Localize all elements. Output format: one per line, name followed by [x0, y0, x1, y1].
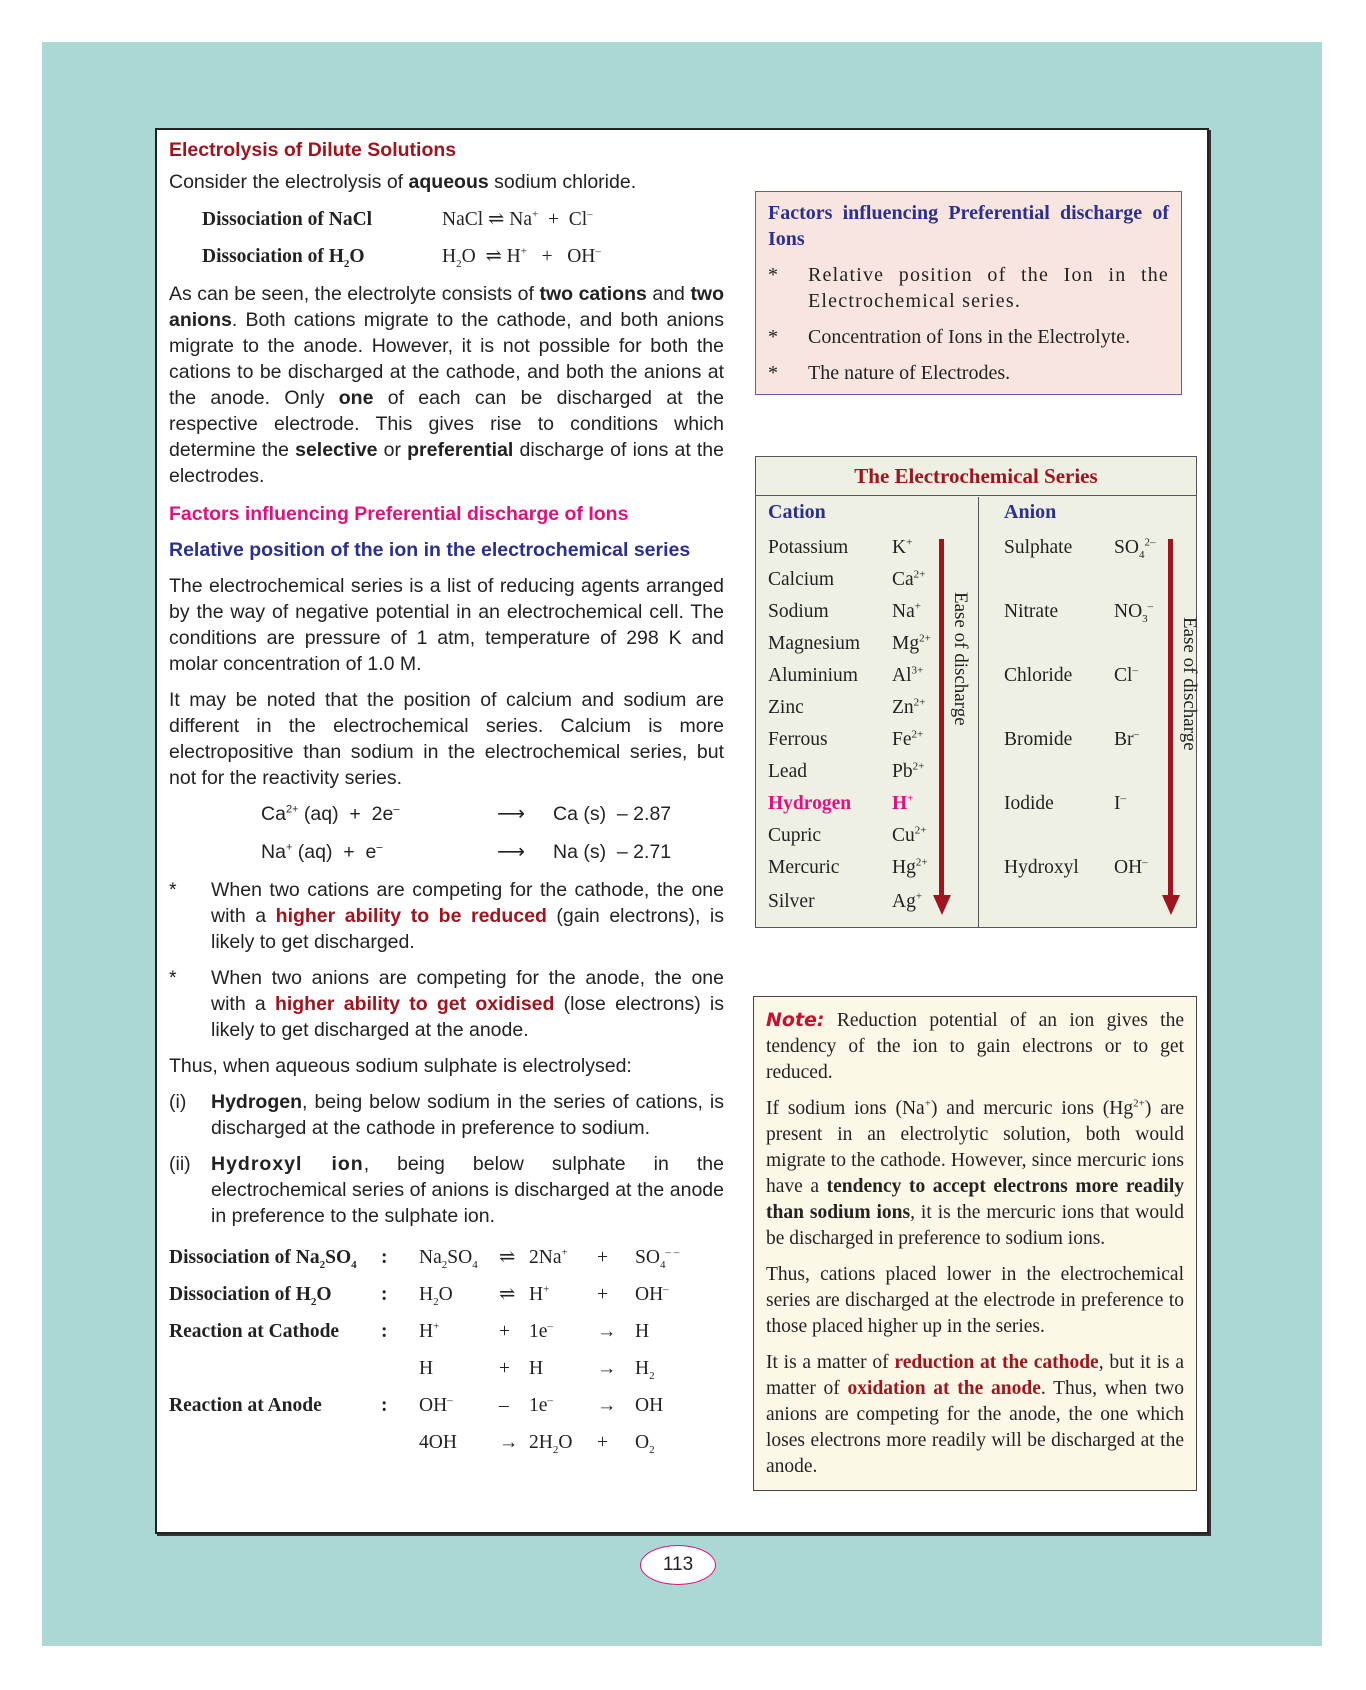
calcium-equation: $Ca^{2+}$ (aq) + 2e– ⟶ Ca (s) – 2.87 [261, 803, 672, 825]
equilibrium-arrow-icon: ⇌ [499, 1283, 516, 1305]
reaction-row: 4OH → $2H_2O$ + $O_2$ [169, 1424, 679, 1461]
arrow-icon: ⟶ [497, 803, 525, 825]
cation-row: Magnesium $Mg^{2+}$ [768, 632, 931, 654]
ease-of-discharge-label: Ease of discharge [950, 592, 971, 726]
series-title: The Electrochemical Series [756, 457, 1196, 496]
cation-row: Lead $Pb^{2+}$ [768, 760, 925, 782]
asterisk-bullet-icon: * [768, 362, 778, 384]
reaction-row: Dissociation of $Na_2SO_4$ : $Na_2SO_4$ ⇌ 2Na+ + $SO_4^{- -}$ [169, 1239, 679, 1276]
intro-paragraph: Consider the electrolysis of aqueous sodium chloride. [169, 171, 637, 193]
h2o-equation-body: $H_2O$ ⇌ H+ + OH– [442, 245, 601, 270]
cation-row: Calcium $Ca^{2+}$ [768, 568, 926, 590]
sodium-equation: Na+ (aq) + e– ⟶ Na (s) – 2.71 [261, 841, 672, 863]
equilibrium-arrow-icon: ⇌ [499, 1246, 516, 1268]
item-hydrogen: (i) Hydrogen, being below sodium in the series of cations, is discharged at the cathode in preference to sodium. [169, 1091, 724, 1139]
cation-header: Cation [768, 501, 826, 523]
note-label: Note: [766, 1009, 825, 1031]
cation-row: Zinc $Zn^{2+}$ [768, 696, 926, 718]
nacl-equation: Dissociation of NaCl NaCl ⇌ Na+ + Cl– [202, 201, 601, 238]
cation-row: Silver Ag+ [768, 890, 923, 912]
anion-row: Bromide Br– [1004, 728, 1139, 750]
paragraph-calcium-sodium: It may be noted that the position of calcium and sodium are different in the electrochemical series. Calcium is more electropositive than sodium in the electrochemical series, but not for the reactivity series. [169, 689, 724, 789]
subheading-relative-position: Relative position of the ion in the electrochemical series [169, 539, 691, 561]
reaction-table [169, 1239, 679, 1461]
cation-row: Ferrous $Fe^{2+}$ [768, 728, 924, 750]
arrow-icon: → [499, 1431, 519, 1453]
cation-row-hydrogen: Hydrogen H+ [768, 792, 914, 814]
equilibrium-arrow-icon: ⇌ [488, 208, 505, 230]
cation-row: Cupric $Cu^{2+}$ [768, 824, 927, 846]
down-arrow-icon [939, 539, 944, 899]
reaction-row: H + H → $H_2$ [169, 1350, 679, 1387]
anion-row: Nitrate $NO_3^-$ [1004, 600, 1154, 625]
anion-header: Anion [1004, 501, 1057, 523]
factor-item: * The nature of Electrodes. [768, 362, 1011, 384]
anion-column [980, 497, 1200, 927]
reaction-row: Reaction at Cathode : H+ + 1e– → H [169, 1313, 679, 1350]
asterisk-bullet-icon: * [169, 879, 177, 901]
arrow-icon: ⟶ [497, 841, 525, 863]
cation-row: Mercuric $Hg^{2+}$ [768, 856, 928, 878]
dissociation-equations [202, 201, 601, 275]
arrow-icon: → [597, 1357, 617, 1379]
arrow-icon: → [597, 1394, 617, 1416]
paragraph-electrolyte: As can be seen, the electrolyte consists of two cations and two anions. Both cations migrate to the cathode, and both anions migrate to the anode. However, it is not possible for both the cations to be discharged at the cathode, and both the anions at the anode. Only one of each can be discharged at the respective electrode. This gives rise to conditions which determine the selective or preferential discharge of ions at the electrodes. [169, 283, 725, 487]
cation-row: Potassium K+ [768, 536, 913, 558]
anion-row: Sulphate $SO_4^{2-}$ [1004, 536, 1156, 561]
note-box: Note: Reduction potential of an ion gives the tendency of the ion to gain electrons or to get reduced. If sodium ions (Na+) and mercuric ions $(Hg^{2+})$ are present in an electrolytic solution, both would migrate to the cathode. However, since mercuric ions have a tendency to accept electrons more readily than sodium ions, it is the mercuric ions that would be discharged in preference to sodium ions. Thus, cations placed lower in the electrochemical series are discharged at the electrode in preference to those placed higher up in the series. It is a matter of reduction at the cathode, but it is a matter of oxidation at the anode. Thus, when two anions are competing for the anode, the one which loses electrons more readily will be discharged at the anode. [753, 996, 1197, 1491]
paragraph-sodium-sulphate: Thus, when aqueous sodium sulphate is electrolysed: [169, 1055, 632, 1077]
factors-box [755, 191, 1182, 395]
reaction-row: Dissociation of $H_2O$ : $H_2O$ ⇌ H+ + OH– [169, 1276, 679, 1313]
arrow-head-icon [1162, 895, 1180, 915]
textbook-page [155, 128, 1209, 1534]
anion-row: Hydroxyl OH– [1004, 856, 1148, 878]
factor-item: * Concentration of Ions in the Electrolyte. [768, 326, 1131, 348]
asterisk-bullet-icon: * [768, 326, 778, 348]
h2o-equation: Dissociation of $H_2O$ $H_2O$ ⇌ H+ + OH– [202, 238, 601, 275]
cation-column [756, 497, 979, 927]
arrow-icon: → [597, 1320, 617, 1342]
bullet-cations: * When two cations are competing for the cathode, the one with a higher ability to be reduced (gain electrons), is likely to get discharged. [169, 879, 725, 953]
paragraph-series-definition: The electrochemical series is a list of reducing agents arranged by the way of negative potential in an electrochemical cell. The conditions are pressure of 1 atm, temperature of 298 K and molar concentration of 1.0 M. [169, 575, 724, 675]
anion-row: Chloride Cl– [1004, 664, 1138, 686]
ease-of-discharge-label: Ease of discharge [1179, 617, 1200, 751]
factor-item: * Relative position of the Ion in the Electrochemical series. [768, 264, 1169, 312]
anion-row: Iodide I– [1004, 792, 1126, 814]
section-heading: Electrolysis of Dilute Solutions [169, 139, 457, 161]
equilibrium-arrow-icon: ⇌ [485, 245, 502, 267]
cation-row: Sodium Na+ [768, 600, 921, 622]
factors-box-title: Factors influencing Preferential discharge of Ions [768, 202, 1169, 250]
cation-row: Aluminium $Al^{3+}$ [768, 664, 924, 686]
electrochemical-series-table [755, 456, 1200, 928]
left-column [169, 130, 724, 1461]
asterisk-bullet-icon: * [768, 264, 778, 286]
item-hydroxyl: (ii) Hydroxyl ion, being below sulphate in the electrochemical series of anions is discharged at the anode in preference to the sulphate ion. [169, 1153, 724, 1227]
page-number: 113 [640, 1545, 716, 1585]
nacl-equation-body: NaCl ⇌ Na+ + Cl– [442, 208, 593, 230]
reaction-row: Reaction at Anode : OH– – 1e– → OH [169, 1387, 679, 1424]
subheading-factors: Factors influencing Preferential discharge of Ions [169, 503, 629, 525]
asterisk-bullet-icon: * [169, 967, 177, 989]
arrow-head-icon [933, 895, 951, 915]
down-arrow-icon [1168, 539, 1173, 899]
bullet-anions: * When two anions are competing for the anode, the one with a higher ability to get oxidised (lose electrons) is likely to get discharged at the anode. [169, 967, 725, 1041]
